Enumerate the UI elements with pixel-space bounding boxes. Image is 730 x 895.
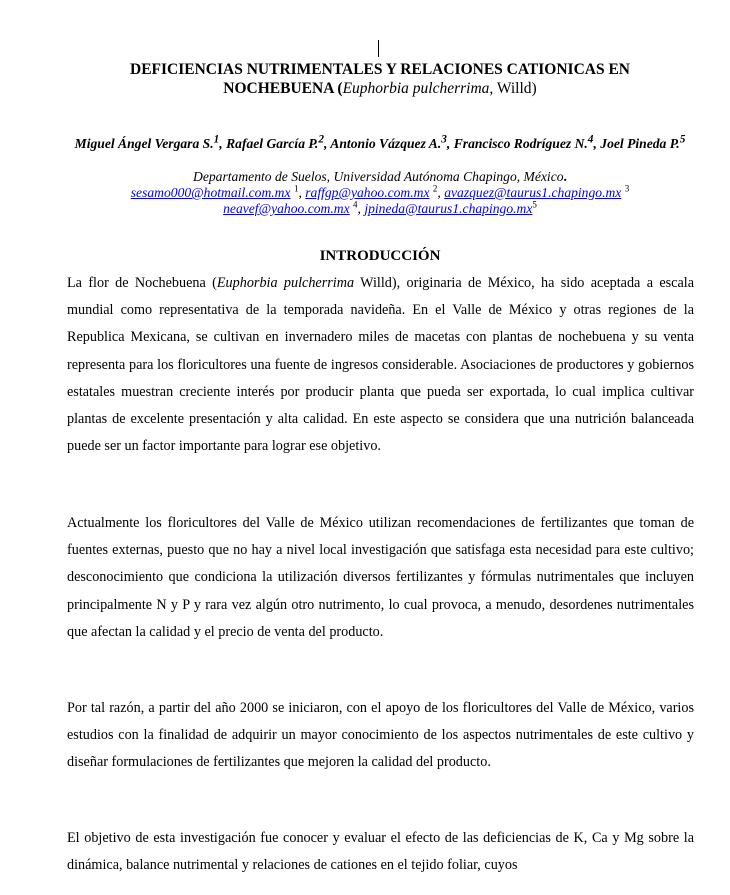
author-1-sup: 1 (213, 133, 220, 146)
email-link-4[interactable]: neavef@yahoo.com.mx (223, 201, 350, 216)
department: Departamento de Suelos, Universidad Autónoma Chapingo, México (193, 169, 564, 184)
author-2-sup: 2 (318, 133, 325, 146)
paragraph-3: Por tal razón, a partir del año 2000 se iniciaron, con el apoyo de los floricultores del Valle de México, varios estudios con la finalidad de adquirir un mayor conocimiento de los aspectos nutrimentales de este cultivo y diseñar formulaciones de fertilizantes que mejoren la calidad del producto. (67, 700, 694, 771)
email-sup-2: 2 (432, 183, 438, 194)
author-3-sup: 3 (441, 133, 447, 146)
department-line (60, 169, 700, 185)
paragraph-1 (67, 270, 694, 460)
author-4-sup: 4 (587, 133, 594, 146)
paragraph-4: El objetivo de esta investigación fue conocer y evaluar el efecto de las deficiencias de K, Ca y Mg sobre la dinámica, balance nutrimental y relaciones de cationes en el tejido foliar, cuyos (67, 830, 694, 874)
email-sup-3: 3 (624, 183, 630, 194)
text-cursor (378, 40, 379, 57)
title-line-1: DEFICIENCIAS NUTRIMENTALES Y RELACIONES CATIONICAS EN (130, 61, 630, 78)
author-2: , Rafael García P. (219, 136, 319, 151)
author-5-sup: 5 (679, 133, 686, 146)
author-1: Miguel Ángel Vergara S. (74, 136, 214, 151)
email-line-2: neavef@yahoo.com.mx $^4$, $jpineda@taurus1.chapingo.mx^5$ (223, 199, 537, 216)
email-line-1: sesamo000@hotmail.com.mx $^1$, raffgp@yahoo.com.mx $^2$, avazquez@taurus1.chapingo.mx $^3$ (130, 183, 630, 200)
email-sup-1: 1 (293, 183, 299, 194)
author-3: , Antonio Vázquez A. (324, 136, 442, 151)
author-list (70, 135, 690, 152)
author-4: , Francisco Rodríguez N. (446, 136, 588, 151)
section-heading: INTRODUCCIÓN (319, 248, 441, 264)
paragraph-1-rest: Willd), originaria de México, ha sido aceptada a escala mundial como representativa de la temporada navideña. En el Valle de México y otras regiones de la Republica Mexicana, se cultivan en invernadero miles de macetas con plantas de nochebuena y su venta representa para los floricultores una fuente de ingresos considerable. Asociaciones de productores y gobiernos estatales muestran creciente interés por producir planta que pueda ser exportada, lo cual implica cultivar plantas de excelente presentación y alta calidad. En este aspecto se considera que una nutrición balanceada puede ser un factor importante para lograr ese objetivo. (67, 275, 694, 455)
email-link-2[interactable]: raffgp@yahoo.com.mx (305, 185, 430, 200)
paragraph-2: Actualmente los floricultores del Valle de México utilizan recomendaciones de fertilizantes que toman de fuentes externas, puesto que no hay a nivel local investigación que satisfaga esta necesidad para este cultivo; desconocimiento que condiciona la utilización diversos fertilizantes y fórmulas nutrimentales que incluyen principalmente N y P y rara vez algún otro nutrimento, lo cual provoca, a menudo, desordenes nutrimentales que afectan la calidad y el precio de venta del producto. (67, 515, 694, 640)
paragraph-1-start: La flor de Nochebuena ( (67, 275, 217, 291)
affiliation-block (60, 169, 700, 217)
email-link-3[interactable]: avazquez@taurus1.chapingo.mx (444, 185, 622, 200)
email-link-1[interactable]: sesamo000@hotmail.com.mx (130, 185, 291, 200)
email-link-5[interactable]: jpineda@taurus1.chapingo.mx (364, 201, 533, 216)
email-sup-5: 5 (532, 199, 537, 210)
paragraph-1-species: Euphorbia pulcherrima (216, 275, 355, 291)
title-line-2 (60, 79, 700, 98)
title-suffix: Willd) (493, 80, 537, 97)
department-period: . (563, 169, 567, 184)
author-5: , Joel Pineda P. (593, 136, 680, 151)
email-sup-4: 4 (353, 199, 358, 210)
title-species: Euphorbia pulcherrima, (342, 80, 494, 97)
paper-title (60, 60, 700, 98)
title-prefix: NOCHEBUENA ( (223, 80, 343, 97)
